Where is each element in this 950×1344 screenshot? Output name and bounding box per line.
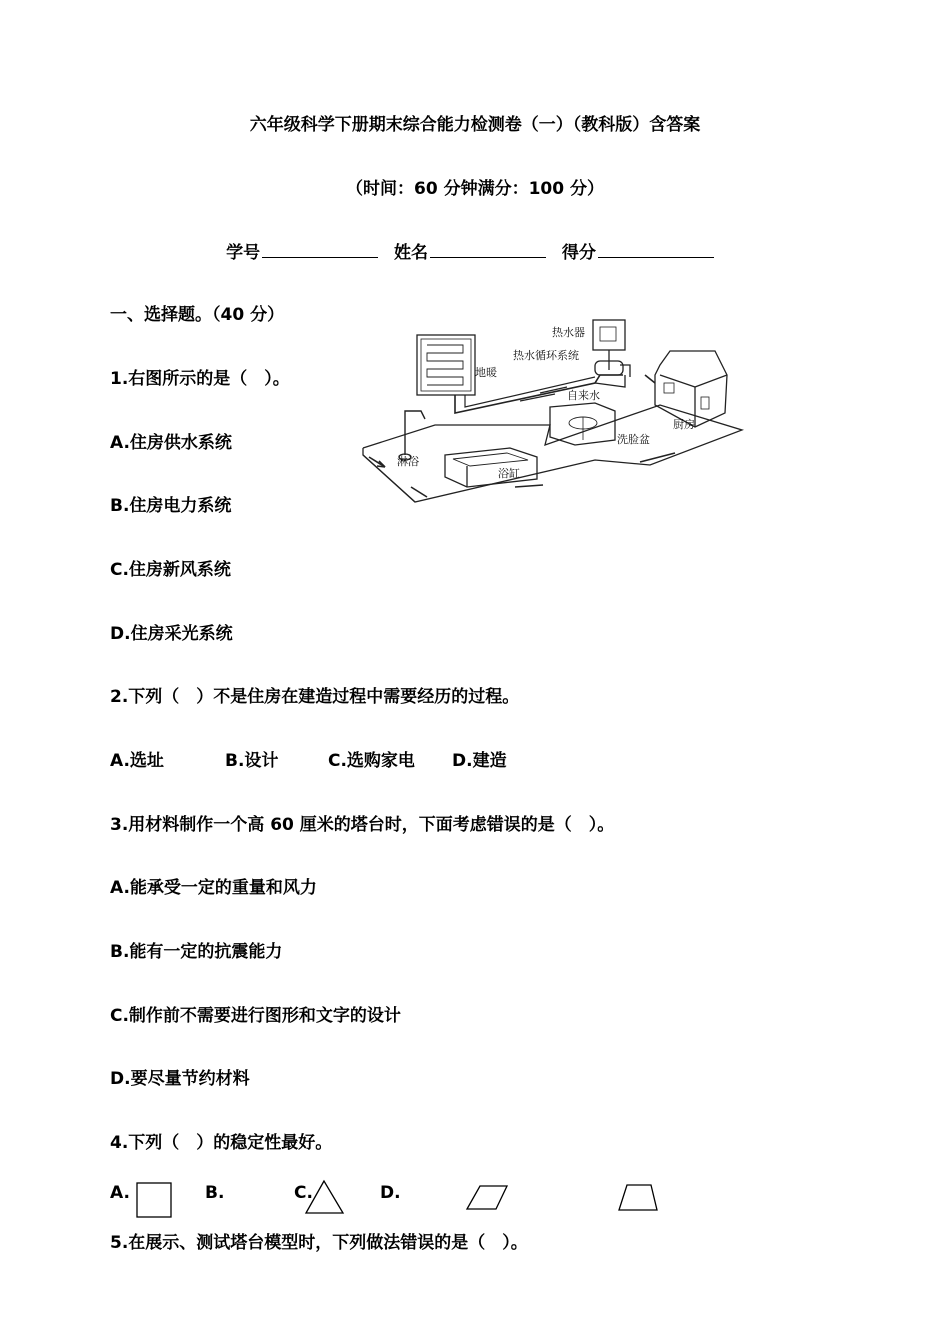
trapezoid-shape bbox=[619, 1185, 657, 1210]
q2-option-d: D.建造 bbox=[452, 751, 507, 771]
q3-option-a: A.能承受一定的重量和风力 bbox=[110, 878, 317, 898]
q4-option-a: A. bbox=[110, 1183, 130, 1203]
student-id-blank bbox=[262, 241, 378, 258]
question-3: 3.用材料制作一个高 60 厘米的塔台时，下面考虑错误的是（ ）。 bbox=[110, 815, 615, 835]
q1-option-d: D.住房采光系统 bbox=[110, 624, 233, 644]
score-blank bbox=[598, 241, 714, 258]
q2-option-b: B.设计 bbox=[225, 751, 279, 771]
q1-option-b: B.住房电力系统 bbox=[110, 496, 232, 516]
question-5: 5.在展示、测试塔台模型时，下列做法错误的是（ ）。 bbox=[110, 1233, 528, 1253]
name-blank bbox=[430, 241, 546, 258]
q4-option-c: C. bbox=[294, 1183, 313, 1203]
q3-option-c: C.制作前不需要进行图形和文字的设计 bbox=[110, 1006, 401, 1026]
q3-option-d: D.要尽量节约材料 bbox=[110, 1069, 250, 1089]
label-water-heater: 热水器 bbox=[552, 326, 585, 339]
q2-option-a: A.选址 bbox=[110, 751, 164, 771]
question-1: 1.右图所示的是（ ）。 bbox=[110, 369, 290, 389]
student-info-row bbox=[0, 241, 950, 264]
name-label: 姓名 bbox=[394, 243, 428, 263]
q1-option-c: C.住房新风系统 bbox=[110, 560, 231, 580]
q3-option-b: B.能有一定的抗震能力 bbox=[110, 942, 283, 962]
page-title: 六年级科学下册期末综合能力检测卷（一）（教科版）含答案 bbox=[249, 115, 701, 135]
student-id-label: 学号 bbox=[226, 243, 261, 263]
question-2: 2.下列（ ）不是住房在建造过程中需要经历的过程。 bbox=[110, 687, 520, 707]
section-heading: 一、选择题。（40 分） bbox=[110, 305, 285, 325]
parallelogram-shape bbox=[467, 1186, 507, 1209]
label-bathtub: 浴缸 bbox=[498, 467, 520, 480]
triangle-shape bbox=[306, 1181, 343, 1213]
water-system-diagram bbox=[355, 315, 750, 510]
question-4: 4.下列（ ）的稳定性最好。 bbox=[110, 1133, 333, 1153]
label-kitchen: 厨房 bbox=[673, 418, 695, 431]
q2-option-c: C.选购家电 bbox=[328, 751, 415, 771]
label-floor-heating: 地暖 bbox=[475, 366, 497, 379]
score-label: 得分 bbox=[561, 243, 596, 263]
q1-option-a: A.住房供水系统 bbox=[110, 433, 232, 453]
q4-shapes bbox=[0, 1170, 950, 1226]
q4-option-b: B. bbox=[205, 1183, 225, 1203]
label-hot-water-loop: 热水循环系统 bbox=[513, 349, 579, 362]
page-subtitle: （时间：60 分钟满分：100 分） bbox=[346, 179, 604, 199]
label-shower: 淋浴 bbox=[397, 455, 419, 468]
q4-option-d: D. bbox=[380, 1183, 401, 1203]
label-sink: 洗脸盆 bbox=[617, 433, 650, 446]
square-shape bbox=[137, 1183, 171, 1217]
label-tap-water: 自来水 bbox=[567, 389, 600, 402]
